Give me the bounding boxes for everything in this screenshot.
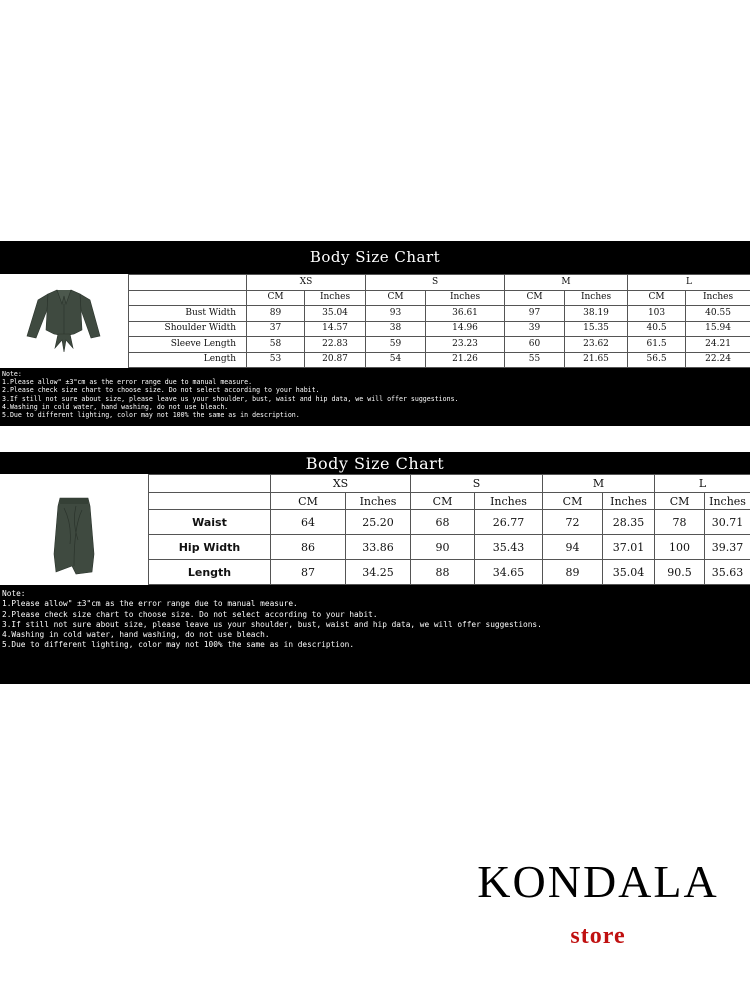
value-cell: 35.63 (705, 560, 750, 585)
value-cell: 21.26 (426, 352, 505, 368)
value-cell: 90 (411, 535, 475, 560)
table-row (129, 306, 750, 322)
value-cell: 90.5 (655, 560, 705, 585)
value-cell: 28.35 (603, 510, 655, 535)
unit-cm: CM (505, 290, 565, 306)
value-cell: 34.65 (475, 560, 543, 585)
note-line: 2.Please check size chart to choose size. Do not select according to your habit. (2, 386, 320, 395)
shirt-icon (0, 274, 128, 367)
value-cell: 14.57 (305, 321, 366, 337)
value-cell: 30.71 (705, 510, 750, 535)
unit-inches: Inches (686, 290, 750, 306)
value-cell: 33.86 (346, 535, 411, 560)
note-line: 1.Please allow" ±3"cm as the error range due to manual measure. (2, 599, 298, 609)
note-line: 5.Due to different lighting, color may not 100% the same as in description. (2, 411, 300, 420)
size-m: M (543, 475, 655, 493)
value-cell: 93 (366, 306, 426, 322)
note-line: 5.Due to different lighting, color may not 100% the same as in description. (2, 640, 355, 650)
value-cell: 97 (505, 306, 565, 322)
value-cell: 61.5 (628, 337, 686, 353)
value-cell: 56.5 (628, 352, 686, 368)
note-line: 3.If still not sure about size, please leave us your shoulder, bust, waist and hip data, we will offer suggestions. (2, 394, 459, 403)
value-cell: 20.87 (305, 352, 366, 368)
size-chart-bottom (0, 452, 750, 684)
size-s: S (366, 275, 505, 291)
value-cell: 68 (411, 510, 475, 535)
chart-title: Body Size Chart (0, 241, 750, 274)
value-cell: 59 (366, 337, 426, 353)
value-cell: 78 (655, 510, 705, 535)
value-cell: 40.5 (628, 321, 686, 337)
value-cell: 38.19 (565, 306, 628, 322)
value-cell: 64 (271, 510, 346, 535)
size-s: S (411, 475, 543, 493)
value-cell: 36.61 (426, 306, 505, 322)
value-cell: 72 (543, 510, 603, 535)
corner-cell (129, 290, 247, 306)
value-cell: 40.55 (686, 306, 750, 322)
value-cell: 23.62 (565, 337, 628, 353)
value-cell: 15.94 (686, 321, 750, 337)
value-cell: 34.25 (346, 560, 411, 585)
brand-subtitle: store (570, 923, 626, 949)
size-m: M (505, 275, 628, 291)
row-label: Length (129, 352, 247, 368)
value-cell: 94 (543, 535, 603, 560)
unit-cm: CM (411, 493, 475, 510)
chart-title: Body Size Chart (0, 452, 750, 474)
note-line: 4.Washing in cold water, hand washing, do not use bleach. (2, 402, 229, 411)
value-cell: 35.04 (305, 306, 366, 322)
table-row (129, 352, 750, 368)
value-cell: 53 (247, 352, 305, 368)
value-cell: 21.65 (565, 352, 628, 368)
unit-row (149, 493, 750, 510)
table-row (129, 337, 750, 353)
row-label: Sleeve Length (129, 337, 247, 353)
notes-box (0, 585, 750, 684)
skirt-icon (0, 474, 148, 584)
row-label: Shoulder Width (129, 321, 247, 337)
chart-body (0, 474, 750, 585)
value-cell: 39 (505, 321, 565, 337)
row-label: Hip Width (149, 535, 271, 560)
size-row (149, 475, 750, 493)
table-row (149, 560, 750, 585)
note-line: Note: (2, 370, 22, 378)
size-l: L (655, 475, 750, 493)
value-cell: 55 (505, 352, 565, 368)
size-l: L (628, 275, 750, 291)
size-table (128, 274, 750, 368)
chart-body (0, 274, 750, 368)
value-cell: 22.83 (305, 337, 366, 353)
corner-cell (149, 475, 271, 493)
value-cell: 14.96 (426, 321, 505, 337)
value-cell: 35.43 (475, 535, 543, 560)
unit-cm: CM (655, 493, 705, 510)
row-label: Waist (149, 510, 271, 535)
value-cell: 89 (543, 560, 603, 585)
value-cell: 54 (366, 352, 426, 368)
note-line: Note: (2, 589, 26, 598)
size-chart-top (0, 241, 750, 426)
value-cell: 88 (411, 560, 475, 585)
value-cell: 39.37 (705, 535, 750, 560)
unit-cm: CM (366, 290, 426, 306)
unit-cm: CM (271, 493, 346, 510)
size-table (148, 474, 750, 585)
unit-inches: Inches (705, 493, 750, 510)
unit-row (129, 290, 750, 306)
value-cell: 35.04 (603, 560, 655, 585)
value-cell: 22.24 (686, 352, 750, 368)
value-cell: 87 (271, 560, 346, 585)
note-line: 2.Please check size chart to choose size. Do not select according to your habit. (2, 609, 378, 619)
value-cell: 89 (247, 306, 305, 322)
size-xs: XS (247, 275, 366, 291)
size-row (129, 275, 750, 291)
unit-cm: CM (543, 493, 603, 510)
note-line: 3.If still not sure about size, please leave us your shoulder, bust, waist and hip data, we will offer suggestions. (2, 619, 542, 629)
value-cell: 37.01 (603, 535, 655, 560)
unit-inches: Inches (475, 493, 543, 510)
corner-cell (129, 275, 247, 291)
value-cell: 86 (271, 535, 346, 560)
value-cell: 37 (247, 321, 305, 337)
size-xs: XS (271, 475, 411, 493)
note-line: 1.Please allow" ±3"cm as the error range due to manual measure. (2, 378, 253, 387)
value-cell: 60 (505, 337, 565, 353)
row-label: Length (149, 560, 271, 585)
row-label: Bust Width (129, 306, 247, 322)
unit-inches: Inches (346, 493, 411, 510)
value-cell: 58 (247, 337, 305, 353)
unit-cm: CM (247, 290, 305, 306)
value-cell: 38 (366, 321, 426, 337)
notes-box (0, 368, 750, 426)
unit-cm: CM (628, 290, 686, 306)
table-row (129, 321, 750, 337)
value-cell: 15.35 (565, 321, 628, 337)
corner-cell (149, 493, 271, 510)
note-line: 4.Washing in cold water, hand washing, do not use bleach. (2, 630, 270, 640)
value-cell: 25.20 (346, 510, 411, 535)
value-cell: 24.21 (686, 337, 750, 353)
table-row (149, 510, 750, 535)
brand-name: KONDALA (477, 856, 719, 907)
table-row (149, 535, 750, 560)
unit-inches: Inches (305, 290, 366, 306)
value-cell: 23.23 (426, 337, 505, 353)
unit-inches: Inches (603, 493, 655, 510)
value-cell: 26.77 (475, 510, 543, 535)
value-cell: 103 (628, 306, 686, 322)
unit-inches: Inches (426, 290, 505, 306)
value-cell: 100 (655, 535, 705, 560)
unit-inches: Inches (565, 290, 628, 306)
